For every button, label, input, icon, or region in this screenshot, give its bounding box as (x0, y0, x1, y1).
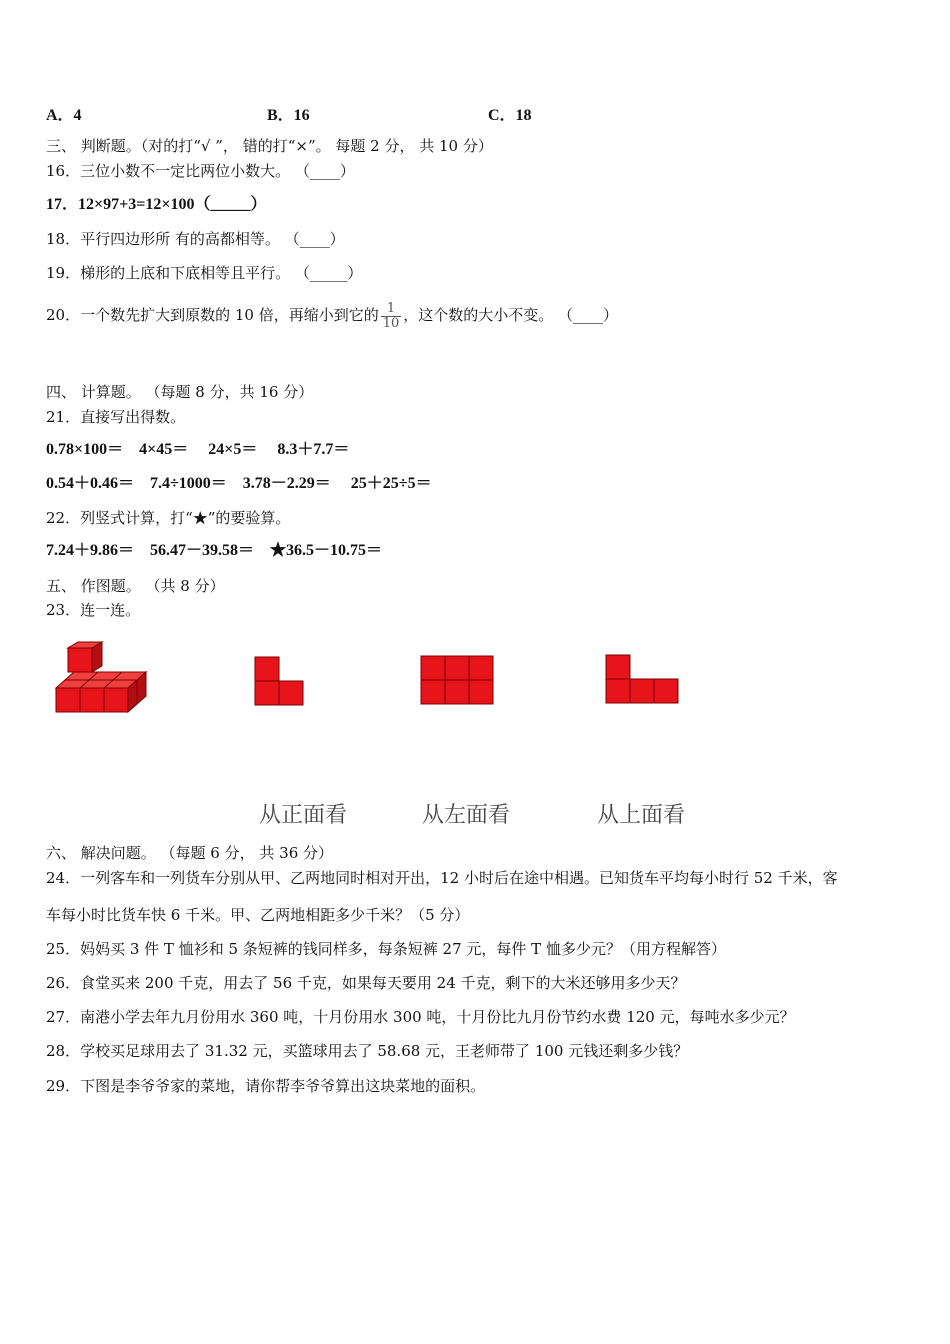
section6-title: 六、 解决问题。 （每题 6 分， 共 36 分） (46, 844, 334, 862)
question-20-prefix: 20．一个数先扩大到原数的 10 倍，再缩小到它的 (46, 306, 379, 324)
question-24-line2: 车每小时比货车快 6 千米。甲、乙两地相距多少千米？（5 分） (46, 906, 470, 924)
question-29: 29．下图是李爷爷家的菜地，请你帮李爷爷算出这块菜地的面积。 (46, 1077, 486, 1095)
section3-title: 三、 判断题。（对的打“√ ”， 错的打“×”。 每题 2 分， 共 10 分） (46, 137, 493, 155)
caption-left-view: 从左面看 (422, 803, 511, 828)
option-c: C．18 (488, 107, 532, 124)
question-19: 19．梯形的上底和下底相等且平行。 （_____） (46, 264, 363, 282)
question-18: 18．平行四边形所 有的高都相等。 （____） (46, 230, 345, 248)
question-21: 21．直接写出得数。 (46, 408, 186, 426)
question-27: 27．南港小学去年九月份用水 360 吨，十月份用水 300 吨，十月份比九月份节约水费 120 元，每吨水多少元？ (46, 1008, 795, 1026)
question-24-line1: 24．一列客车和一列货车分别从甲、乙两地同时相对开出，12 小时后在途中相遇。已知货车平均每小时行 52 千米，客 (46, 869, 838, 887)
option-a: A．4 (46, 107, 82, 124)
question-17: 17．12×97+3=12×100（_____） (46, 196, 267, 213)
question-23: 23．连一连。 (46, 601, 141, 619)
question-20-suffix: ，这个数的大小不变。 （____） (403, 306, 619, 324)
caption-top-view: 从上面看 (597, 803, 686, 828)
section4-title: 四、 计算题。 （每题 8 分，共 16 分） (46, 383, 314, 401)
calc-row-3: 7.24＋9.86＝ 56.47－39.58＝ ★36.5－10.75＝ (46, 542, 383, 559)
fraction (381, 302, 402, 331)
question-22: 22．列竖式计算，打“★”的要验算。 (46, 509, 291, 527)
cube-structure-3d (50, 640, 155, 720)
caption-front-view: 从正面看 (259, 803, 348, 828)
question-28: 28．学校买足球用去了 31.32 元，买篮球用去了 58.68 元，王老师带了 100 元钱还剩多少钱？ (46, 1042, 689, 1060)
view-long-l-shape (605, 654, 681, 706)
question-25: 25．妈妈买 3 件 T 恤衫和 5 条短裤的钱同样多，每条短裤 27 元，每件 T 恤多少元？（用方程解答） (46, 940, 726, 958)
view-l-shape (254, 656, 306, 708)
section5-title: 五、 作图题。 （共 8 分） (46, 577, 225, 595)
question-26: 26．食堂买来 200 千克，用去了 56 千克，如果每天要用 24 千克，剩下的大米还够用多少天？ (46, 974, 686, 992)
calc-row-1: 0.78×100＝ 4×45＝ 24×5＝ 8.3＋7.7＝ (46, 441, 350, 458)
question-20 (46, 300, 618, 331)
question-16: 16．三位小数不一定比两位小数大。 （____） (46, 162, 355, 180)
calc-row-2: 0.54＋0.46＝ 7.4÷1000＝ 3.78－2.29＝ 25＋25÷5＝ (46, 475, 432, 492)
fraction-denominator: 10 (382, 315, 400, 331)
view-grid-2x3 (420, 655, 496, 707)
fraction-numerator: 1 (381, 302, 402, 317)
option-b: B．16 (267, 107, 310, 124)
